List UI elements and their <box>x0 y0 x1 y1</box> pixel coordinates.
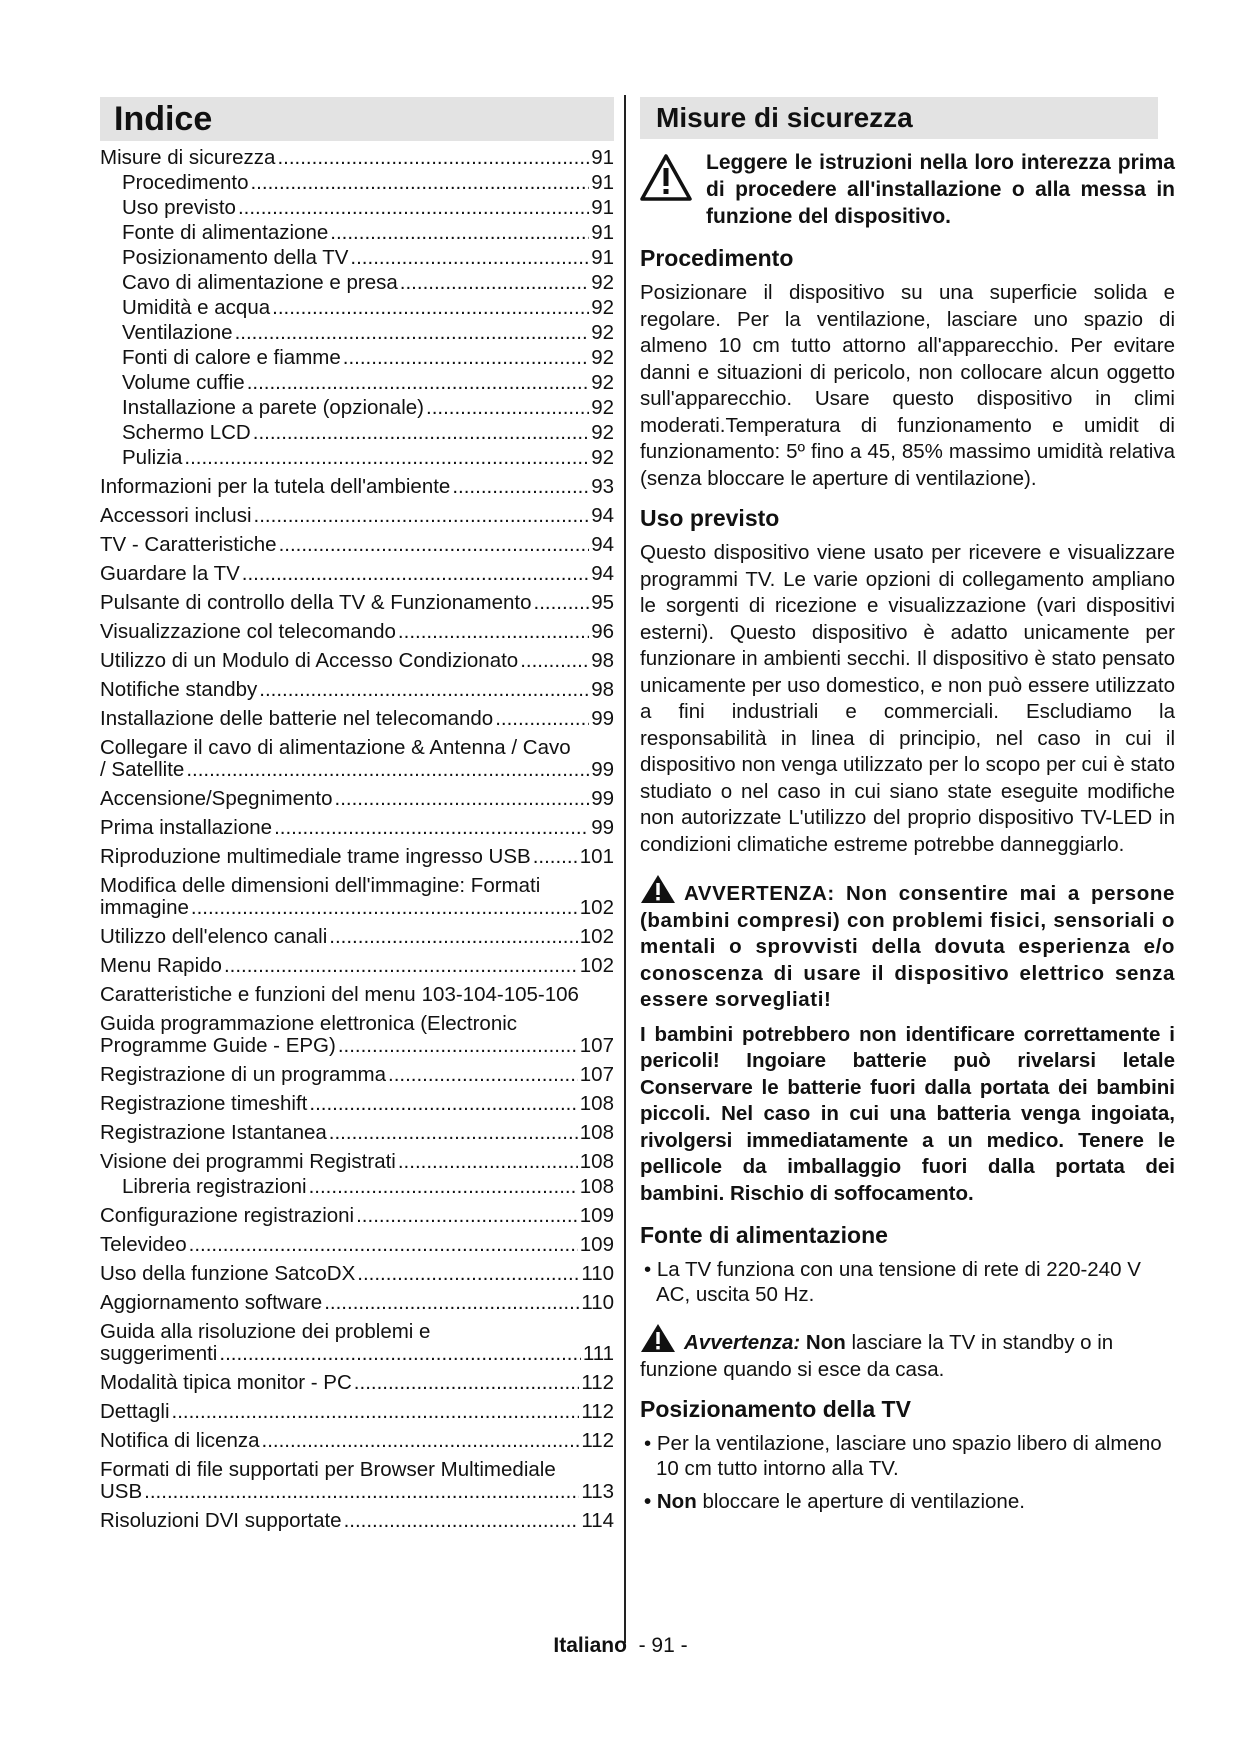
warning-outline-icon <box>640 153 692 203</box>
toc-leader-dots <box>184 447 589 469</box>
toc-entry-page: 108 <box>579 1121 614 1144</box>
toc-entry[interactable] <box>100 846 614 868</box>
index-column <box>100 97 614 1532</box>
toc-entry[interactable] <box>100 926 614 948</box>
toc-entry[interactable] <box>100 592 614 614</box>
toc-leader-dots <box>247 372 589 394</box>
toc-entry-title-line: Formati di file supportati per Browser Multimediale <box>100 1458 556 1481</box>
toc-entry-title: Uso previsto <box>122 196 236 219</box>
toc-entry-title: Utilizzo di un Modulo di Accesso Condizionato <box>100 649 519 672</box>
toc-entry-title: Modalità tipica monitor - PC <box>100 1371 352 1394</box>
toc-entry-title: Uso della funzione SatcoDX <box>100 1262 356 1285</box>
toc-leader-dots <box>533 846 578 868</box>
toc-entry-page: 109 <box>579 1204 614 1227</box>
procedimento-heading: Procedimento <box>640 245 794 271</box>
toc-entry[interactable] <box>100 272 614 294</box>
toc-entry-title: Informazioni per la tutela dell'ambiente <box>100 475 451 498</box>
toc-entry[interactable] <box>100 817 614 839</box>
fonte-warning-label: Avvertenza: <box>684 1331 801 1354</box>
toc-entry-page: 112 <box>581 1371 614 1394</box>
toc-entry[interactable] <box>100 197 614 219</box>
toc-entry-page: 92 <box>591 321 614 344</box>
toc-leader-dots <box>335 788 590 810</box>
toc-leader-dots <box>253 422 589 444</box>
fonte-bullet: • La TV funziona con una tensione di rete di 220-240 V AC, uscita 50 Hz. <box>644 1258 1141 1306</box>
warning-filled-icon <box>640 1323 676 1353</box>
toc-list <box>100 147 614 1532</box>
toc-entry-page: 92 <box>591 446 614 469</box>
toc-entry-page: 111 <box>582 1342 614 1365</box>
toc-entry[interactable] <box>100 875 614 919</box>
toc-entry-title: Installazione a parete (opzionale) <box>122 396 424 419</box>
toc-entry-title: Cavo di alimentazione e presa <box>122 271 398 294</box>
posizionamento-heading: Posizionamento della TV <box>640 1396 911 1422</box>
toc-entry-page: 112 <box>581 1429 614 1452</box>
procedimento-text: Posizionare il dispositivo su una superficie solida e regolare. Per la ventilazione, lasciare uno spazio di almeno 10 cm tutto attorno all'apparecchio. Per evitare danni e situazioni di pericolo, non collocare alcun oggetto sull'apparecchio. Usare questo dispositivo in climi moderati.Temperatura di funzionamento e umidit di funzionamento: 5º fino a 45, 85% massimo umidità relativa (senza bloccare le aperture di ventilazione). <box>640 281 1175 490</box>
toc-entry-title: Schermo LCD <box>122 421 251 444</box>
toc-entry-title: Notifiche standby <box>100 678 258 701</box>
toc-entry-page: 102 <box>579 925 614 948</box>
posizionamento-bullet-2-bold: Non <box>656 1490 697 1513</box>
toc-entry-page: 114 <box>581 1509 614 1532</box>
toc-entry-page: 92 <box>591 421 614 444</box>
toc-entry-title: Televideo <box>100 1233 187 1256</box>
toc-entry-page: 108 <box>579 1150 614 1173</box>
toc-entry-page: 107 <box>579 1063 614 1086</box>
toc-leader-dots <box>357 1263 579 1285</box>
toc-entry-page: 92 <box>591 396 614 419</box>
toc-entry[interactable] <box>100 1510 614 1532</box>
toc-leader-dots <box>309 1093 577 1115</box>
toc-entry-title: Dettagli <box>100 1400 170 1423</box>
toc-entry-title: USB <box>100 1480 143 1503</box>
posizionamento-bullet-2-text: bloccare le aperture di ventilazione. <box>702 1490 1025 1513</box>
toc-entry[interactable] <box>100 1013 614 1057</box>
toc-entry-title: Pulizia <box>122 446 183 469</box>
footer-language: Italiano <box>553 1634 627 1657</box>
toc-entry[interactable] <box>100 1430 614 1452</box>
toc-entry-title: Visione dei programmi Registrati <box>100 1150 396 1173</box>
toc-entry[interactable] <box>100 1459 614 1503</box>
toc-entry-page: 94 <box>591 533 614 556</box>
toc-leader-dots <box>520 650 589 672</box>
toc-entry-title: Menu Rapido <box>100 954 222 977</box>
toc-entry-page: 99 <box>591 816 614 839</box>
toc-entry[interactable] <box>100 1064 614 1086</box>
toc-entry-title: Guardare la TV <box>100 562 240 585</box>
toc-entry-page: 91 <box>591 146 614 169</box>
toc-entry-page: 99 <box>591 787 614 810</box>
toc-entry-title: Accensione/Spegnimento <box>100 787 333 810</box>
toc-leader-dots <box>330 222 589 244</box>
toc-leader-dots <box>343 347 589 369</box>
toc-entry[interactable] <box>100 422 614 444</box>
column-divider <box>624 95 626 1643</box>
toc-entry-title: Visualizzazione col telecomando <box>100 620 396 643</box>
toc-entry-page: 94 <box>591 504 614 527</box>
toc-entry-page: 91 <box>591 221 614 244</box>
toc-entry[interactable] <box>100 1151 614 1173</box>
toc-leader-dots <box>324 1292 579 1314</box>
toc-entry-title: Registrazione timeshift <box>100 1092 308 1115</box>
avvertenza-text-1: AVVERTENZA: Non consentire mai a persone (bambini compresi) con problemi fisici, sensoriali o mentali o sprovvisti della dovuta esperienza e/o conoscenza di usare il dispositivo elettrico senza essere sorvegliati! <box>640 882 1175 1011</box>
toc-entry-title-line: Guida alla risoluzione dei problemi e <box>100 1320 431 1343</box>
toc-leader-dots <box>242 563 589 585</box>
uso-previsto-text: Questo dispositivo viene usato per ricevere e visualizzare programmi TV. Le varie opzioni di collegamento ampliano le sorgenti di ricezione e visualizzazione (vari dispositivi esterni). Questo dispositivo è adatto unicamente per funzionare in ambienti secchi. Il dispositivo è stato pensato unicamente per uso domestico, e non può essere utilizzato a fini industriali e commerciali. Escludiamo la responsabilità in linea di principio, nel caso in cui il dispositivo non venga utilizzato per lo scopo per cui è stato studiato o nel caso in cui siano state eseguite modifiche non autorizzate L'utilizzo del proprio dispositivo TV-LED in condizioni climatiche estreme potrebbe danneggiarlo. <box>640 541 1175 856</box>
toc-leader-dots <box>259 679 589 701</box>
fonte-warning-bold: Non <box>805 1331 846 1354</box>
toc-leader-dots <box>495 708 589 730</box>
footer-page-number: - 91 - <box>638 1634 688 1657</box>
fonte-bullet-text: La TV funziona con una tensione di rete di 220-240 V AC, uscita 50 Hz. <box>656 1258 1141 1306</box>
toc-leader-dots <box>279 534 590 556</box>
fonte-warning <box>640 1323 1175 1383</box>
toc-leader-dots <box>250 172 589 194</box>
toc-entry-page: 99 <box>591 758 614 781</box>
toc-entry-page: 91 <box>591 196 614 219</box>
toc-entry[interactable] <box>100 1401 614 1423</box>
toc-leader-dots <box>272 297 589 319</box>
posizionamento-bullet-1-text: Per la ventilazione, lasciare uno spazio libero di almeno 10 cm tutto intorno alla TV. <box>656 1432 1162 1480</box>
toc-entry[interactable] <box>100 621 614 643</box>
toc-entry[interactable] <box>100 505 614 527</box>
toc-entry-page: 101 <box>579 845 614 868</box>
toc-leader-dots <box>238 197 589 219</box>
posizionamento-bullet-1: • Per la ventilazione, lasciare uno spazio libero di almeno 10 cm tutto intorno alla TV. <box>644 1432 1162 1480</box>
toc-entry[interactable] <box>100 247 614 269</box>
toc-leader-dots <box>172 1401 580 1423</box>
toc-entry-title: Caratteristiche e funzioni del menu <box>100 983 416 1006</box>
toc-entry-title: Utilizzo dell'elenco canali <box>100 925 328 948</box>
toc-entry-page: 98 <box>591 678 614 701</box>
toc-entry[interactable] <box>100 1321 614 1365</box>
toc-entry-title: suggerimenti <box>100 1342 218 1365</box>
toc-entry-title: TV - Caratteristiche <box>100 533 277 556</box>
toc-entry-title-line: Collegare il cavo di alimentazione & Antenna / Cavo <box>100 736 571 759</box>
toc-entry-title-line: Guida programmazione elettronica (Electronic <box>100 1012 518 1035</box>
toc-entry-title: Configurazione registrazioni <box>100 1204 355 1227</box>
uso-previsto-heading: Uso previsto <box>640 505 780 531</box>
toc-entry-title: / Satellite <box>100 758 185 781</box>
toc-entry-title: Procedimento <box>122 171 249 194</box>
toc-entry[interactable] <box>100 1093 614 1115</box>
toc-entry-page: 109 <box>579 1233 614 1256</box>
toc-entry[interactable] <box>100 1292 614 1314</box>
safety-column <box>640 97 1175 1522</box>
toc-entry-title: Installazione delle batterie nel telecomando <box>100 707 494 730</box>
toc-entry-page: 112 <box>581 1400 614 1423</box>
toc-leader-dots <box>534 592 590 614</box>
toc-entry-title: Volume cuffie <box>122 371 245 394</box>
intro-warning-text: Leggere le istruzioni nella loro interezza prima di procedere all'installazione o alla messa in funzione del dispositivo. <box>706 151 1175 228</box>
toc-entry[interactable] <box>100 563 614 585</box>
toc-leader-dots <box>400 272 589 294</box>
toc-leader-dots <box>354 1372 580 1394</box>
toc-entry-title: Misure di sicurezza <box>100 146 276 169</box>
toc-entry-page: 92 <box>591 346 614 369</box>
toc-entry-page: 113 <box>581 1480 614 1503</box>
toc-entry[interactable] <box>100 297 614 319</box>
toc-entry[interactable] <box>100 372 614 394</box>
toc-entry[interactable] <box>100 650 614 672</box>
toc-entry-title: Programme Guide - EPG) <box>100 1034 336 1057</box>
toc-entry-page: 93 <box>591 475 614 498</box>
toc-entry[interactable] <box>100 788 614 810</box>
toc-leader-dots <box>274 817 589 839</box>
toc-leader-dots <box>186 759 589 781</box>
toc-entry-title: immagine <box>100 896 189 919</box>
toc-entry-page: 102 <box>579 954 614 977</box>
toc-entry[interactable] <box>100 955 614 977</box>
toc-entry-page: 103-104-105-106 <box>421 983 579 1006</box>
toc-entry[interactable] <box>100 679 614 701</box>
toc-entry-title: Fonte di alimentazione <box>122 221 329 244</box>
toc-leader-dots <box>329 1122 578 1144</box>
toc-entry[interactable] <box>100 984 614 1006</box>
index-title: Indice <box>100 97 614 141</box>
avvertenza-paragraph-2: I bambini potrebbero non identificare correttamente i pericoli! Ingoiare batterie può rivelarsi letale Conservare le batterie fuori dalla portata dei bambini piccoli. Nel caso in cui una batteria venga ingoiata, rivolgersi immediatamente a un medico. Tenere le pellicole da imballaggio fuori dalla portata dei bambini. Rischio di soffocamento. <box>640 1022 1175 1205</box>
toc-leader-dots <box>309 1176 578 1198</box>
toc-entry[interactable] <box>100 1372 614 1394</box>
toc-entry-title: Fonti di calore e fiamme <box>122 346 341 369</box>
toc-entry-title: Prima installazione <box>100 816 273 839</box>
toc-entry[interactable] <box>100 1122 614 1144</box>
toc-entry-title: Pulsante di controllo della TV & Funzionamento <box>100 591 532 614</box>
intro-warning <box>640 149 1175 230</box>
toc-entry[interactable] <box>100 172 614 194</box>
toc-entry-page: 94 <box>591 562 614 585</box>
toc-entry[interactable] <box>100 534 614 556</box>
toc-leader-dots <box>452 476 589 498</box>
avvertenza-paragraph-1 <box>640 874 1175 1014</box>
toc-entry-page: 102 <box>579 896 614 919</box>
toc-entry-page: 92 <box>591 271 614 294</box>
toc-entry-page: 99 <box>591 707 614 730</box>
toc-entry[interactable] <box>100 447 614 469</box>
toc-entry[interactable] <box>100 322 614 344</box>
posizionamento-bullet-2: • Non bloccare le aperture di ventilazione. <box>644 1490 1025 1513</box>
toc-entry-title: Notifica di licenza <box>100 1429 260 1452</box>
toc-entry[interactable] <box>100 222 614 244</box>
toc-entry-page: 107 <box>579 1034 614 1057</box>
toc-leader-dots <box>350 247 589 269</box>
toc-leader-dots <box>398 1151 578 1173</box>
toc-leader-dots <box>344 1510 580 1532</box>
toc-entry-title: Ventilazione <box>122 321 233 344</box>
toc-entry-title: Accessori inclusi <box>100 504 252 527</box>
toc-entry[interactable] <box>100 476 614 498</box>
toc-entry-title: Libreria registrazioni <box>122 1175 307 1198</box>
toc-entry-title: Registrazione di un programma <box>100 1063 386 1086</box>
toc-entry-page: 92 <box>591 371 614 394</box>
fonte-warning-text: lasciare la TV in standby o in funzione quando si esce da casa. <box>640 1331 1114 1381</box>
toc-entry[interactable] <box>100 1234 614 1256</box>
toc-leader-dots <box>356 1205 578 1227</box>
toc-entry-title: Riproduzione multimediale trame ingresso USB <box>100 845 531 868</box>
toc-entry-page: 108 <box>579 1092 614 1115</box>
toc-entry-page: 110 <box>581 1291 614 1314</box>
toc-leader-dots <box>329 926 578 948</box>
toc-leader-dots <box>398 621 589 643</box>
toc-entry[interactable] <box>100 1205 614 1227</box>
toc-leader-dots <box>262 1430 580 1452</box>
toc-entry-title: Posizionamento della TV <box>122 246 349 269</box>
toc-leader-dots <box>219 1343 580 1365</box>
toc-entry-page: 95 <box>591 591 614 614</box>
toc-entry[interactable] <box>100 397 614 419</box>
toc-entry[interactable] <box>100 1176 614 1198</box>
toc-entry[interactable] <box>100 147 614 169</box>
toc-entry-title: Registrazione Istantanea <box>100 1121 327 1144</box>
toc-entry[interactable] <box>100 737 614 781</box>
toc-entry-title: Risoluzioni DVI supportate <box>100 1509 342 1532</box>
toc-entry-page: 108 <box>579 1175 614 1198</box>
toc-entry-page: 96 <box>591 620 614 643</box>
toc-leader-dots <box>191 897 578 919</box>
toc-leader-dots <box>426 397 589 419</box>
fonte-heading: Fonte di alimentazione <box>640 1222 888 1248</box>
toc-entry-page: 92 <box>591 296 614 319</box>
safety-title: Misure di sicurezza <box>640 97 1158 139</box>
toc-entry-page: 91 <box>591 246 614 269</box>
toc-leader-dots <box>235 322 590 344</box>
toc-leader-dots <box>224 955 578 977</box>
toc-entry[interactable] <box>100 1263 614 1285</box>
toc-entry[interactable] <box>100 347 614 369</box>
toc-entry-page: 91 <box>591 171 614 194</box>
toc-leader-dots <box>338 1035 578 1057</box>
toc-entry-page: 110 <box>581 1262 614 1285</box>
page-footer <box>0 1634 1241 1658</box>
toc-entry-title-line: Modifica delle dimensioni dell'immagine: Formati <box>100 874 541 897</box>
toc-entry-title: Aggiornamento software <box>100 1291 323 1314</box>
toc-entry[interactable] <box>100 708 614 730</box>
toc-entry-page: 98 <box>591 649 614 672</box>
warning-filled-icon <box>640 874 676 904</box>
toc-leader-dots <box>254 505 590 527</box>
toc-leader-dots <box>189 1234 578 1256</box>
toc-leader-dots <box>277 147 589 169</box>
toc-leader-dots <box>144 1481 579 1503</box>
toc-entry-title: Umidità e acqua <box>122 296 271 319</box>
toc-leader-dots <box>388 1064 578 1086</box>
